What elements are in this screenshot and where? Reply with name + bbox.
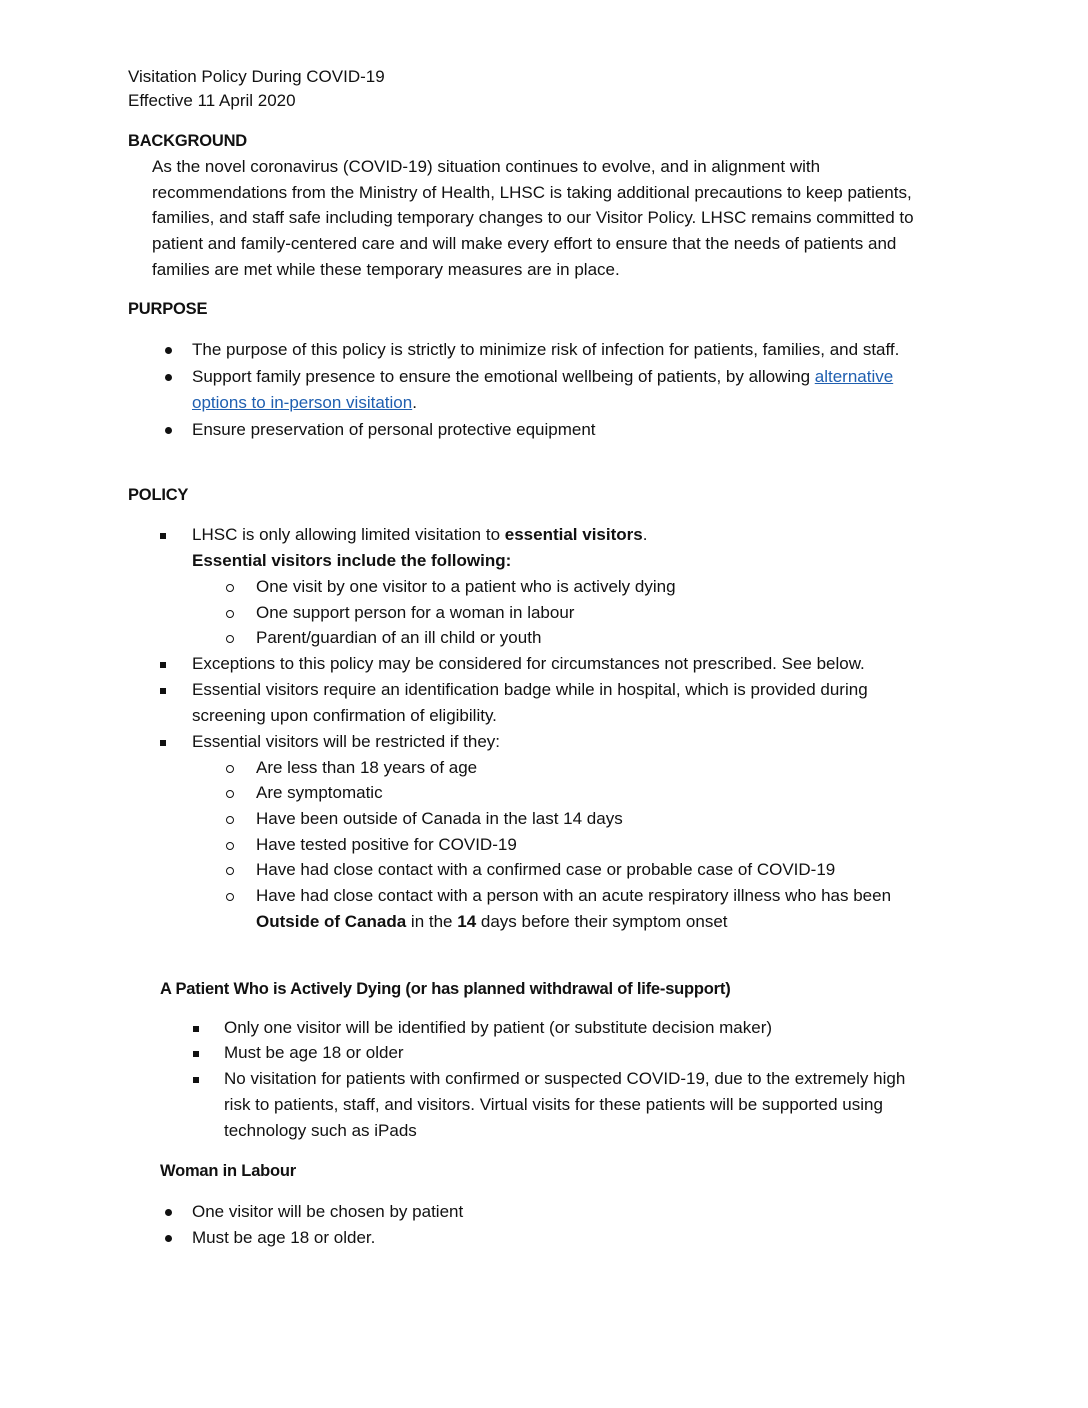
bullet-circle-icon <box>220 602 240 624</box>
effective-date: Effective 11 April 2020 <box>128 91 296 110</box>
essential-item: One support person for a woman in labour <box>256 603 575 622</box>
outside-canada-bold: Outside of Canada <box>256 912 407 931</box>
restricted-item: Are less than 18 years of age <box>256 758 478 777</box>
essential-visitors-heading: Essential visitors include the following: <box>192 551 512 570</box>
bullet-square-icon <box>186 1068 206 1090</box>
labour-item: Must be age 18 or older. <box>192 1228 376 1247</box>
bullet-dot-icon <box>158 419 178 441</box>
bullet-dot-icon <box>158 339 178 361</box>
essential-item: One visit by one visitor to a patient who is actively dying <box>256 577 676 596</box>
bullet-square-icon <box>186 1017 206 1039</box>
restricted-item: Have had close contact with a confirmed case or probable case of COVID-19 <box>256 860 836 879</box>
restricted-item: Have been outside of Canada in the last 14 days <box>256 809 623 828</box>
dying-item-continued: technology such as iPads <box>224 1121 417 1140</box>
dying-item: No visitation for patients with confirmed or suspected COVID-19, due to the extremely high <box>224 1069 906 1088</box>
bullet-square-icon <box>186 1042 206 1064</box>
bullet-dot-icon <box>158 1227 178 1249</box>
policy-heading: POLICY <box>128 486 189 504</box>
bullet-dot-icon <box>158 1201 178 1223</box>
purpose-item: Ensure preservation of personal protective equipment <box>192 420 596 439</box>
bullet-circle-icon <box>220 834 240 856</box>
bullet-circle-icon <box>220 757 240 779</box>
bullet-square-icon <box>153 679 173 701</box>
policy-item-continued: screening upon confirmation of eligibility. <box>192 706 497 725</box>
bullet-circle-icon <box>220 885 240 907</box>
purpose-item-continued <box>192 392 417 414</box>
background-line: families are met while these temporary measures are in place. <box>152 259 620 279</box>
days-bold: 14 <box>457 912 477 931</box>
policy-item-suffix: . <box>642 525 648 544</box>
background-paragraph <box>152 154 982 283</box>
restricted-item: Have tested positive for COVID-19 <box>256 835 517 854</box>
bullet-circle-icon <box>220 782 240 804</box>
restricted-item: Have had close contact with a person with an acute respiratory illness who has been <box>256 886 892 905</box>
bullet-circle-icon <box>220 576 240 598</box>
policy-item: Exceptions to this policy may be considered for circumstances not prescribed. See below. <box>192 654 865 673</box>
bullet-square-icon <box>153 731 173 753</box>
restricted-item: Are symptomatic <box>256 783 383 802</box>
labour-heading: Woman in Labour <box>160 1162 297 1180</box>
restricted-text: days before their symptom onset <box>476 912 728 931</box>
background-heading: BACKGROUND <box>128 132 247 150</box>
document-title: Visitation Policy During COVID-19 <box>128 67 385 86</box>
background-line: As the novel coronavirus (COVID-19) situation continues to evolve, and in alignment with <box>152 157 821 176</box>
policy-item: Essential visitors will be restricted if they: <box>192 732 500 751</box>
dying-item: Must be age 18 or older <box>224 1043 404 1062</box>
background-line: families, and staff safe including temporary changes to our Visitor Policy. LHSC remains committed to <box>152 208 914 228</box>
labour-item: One visitor will be chosen by patient <box>192 1202 464 1221</box>
background-line: patient and family-centered care and will make every effort to ensure that the needs of patients and <box>152 234 897 254</box>
alternative-options-link[interactable]: alternative <box>814 367 894 386</box>
bullet-dot-icon <box>158 366 178 388</box>
essential-item: Parent/guardian of an ill child or youth <box>256 628 542 647</box>
policy-item <box>192 524 647 546</box>
dying-item-continued: risk to patients, staff, and visitors. Virtual visits for these patients will be supported using <box>224 1095 883 1114</box>
alternative-options-link-continued[interactable]: options to in-person visitation <box>192 393 413 412</box>
dying-heading: A Patient Who is Actively Dying (or has planned withdrawal of life-support) <box>160 980 731 998</box>
link-suffix: . <box>412 393 417 412</box>
purpose-heading: PURPOSE <box>128 300 208 318</box>
restricted-item-continued <box>256 911 728 933</box>
policy-item: Essential visitors require an identification badge while in hospital, which is provided during <box>192 680 868 699</box>
bullet-square-icon <box>153 653 173 675</box>
bullet-circle-icon <box>220 808 240 830</box>
background-line: recommendations from the Ministry of Health, LHSC is taking additional precautions to keep patients, <box>152 182 912 202</box>
bullet-circle-icon <box>220 627 240 649</box>
essential-visitors-bold: essential visitors <box>504 525 643 544</box>
purpose-item <box>192 366 893 388</box>
purpose-item: The purpose of this policy is strictly to minimize risk of infection for patients, families, and staff. <box>192 340 900 359</box>
bullet-circle-icon <box>220 859 240 881</box>
restricted-text: in the <box>406 912 458 931</box>
policy-item-text: LHSC is only allowing limited visitation to <box>192 525 505 544</box>
dying-item: Only one visitor will be identified by patient (or substitute decision maker) <box>224 1018 773 1037</box>
bullet-square-icon <box>153 524 173 546</box>
purpose-item-text: Support family presence to ensure the emotional wellbeing of patients, by allowing <box>192 367 815 386</box>
